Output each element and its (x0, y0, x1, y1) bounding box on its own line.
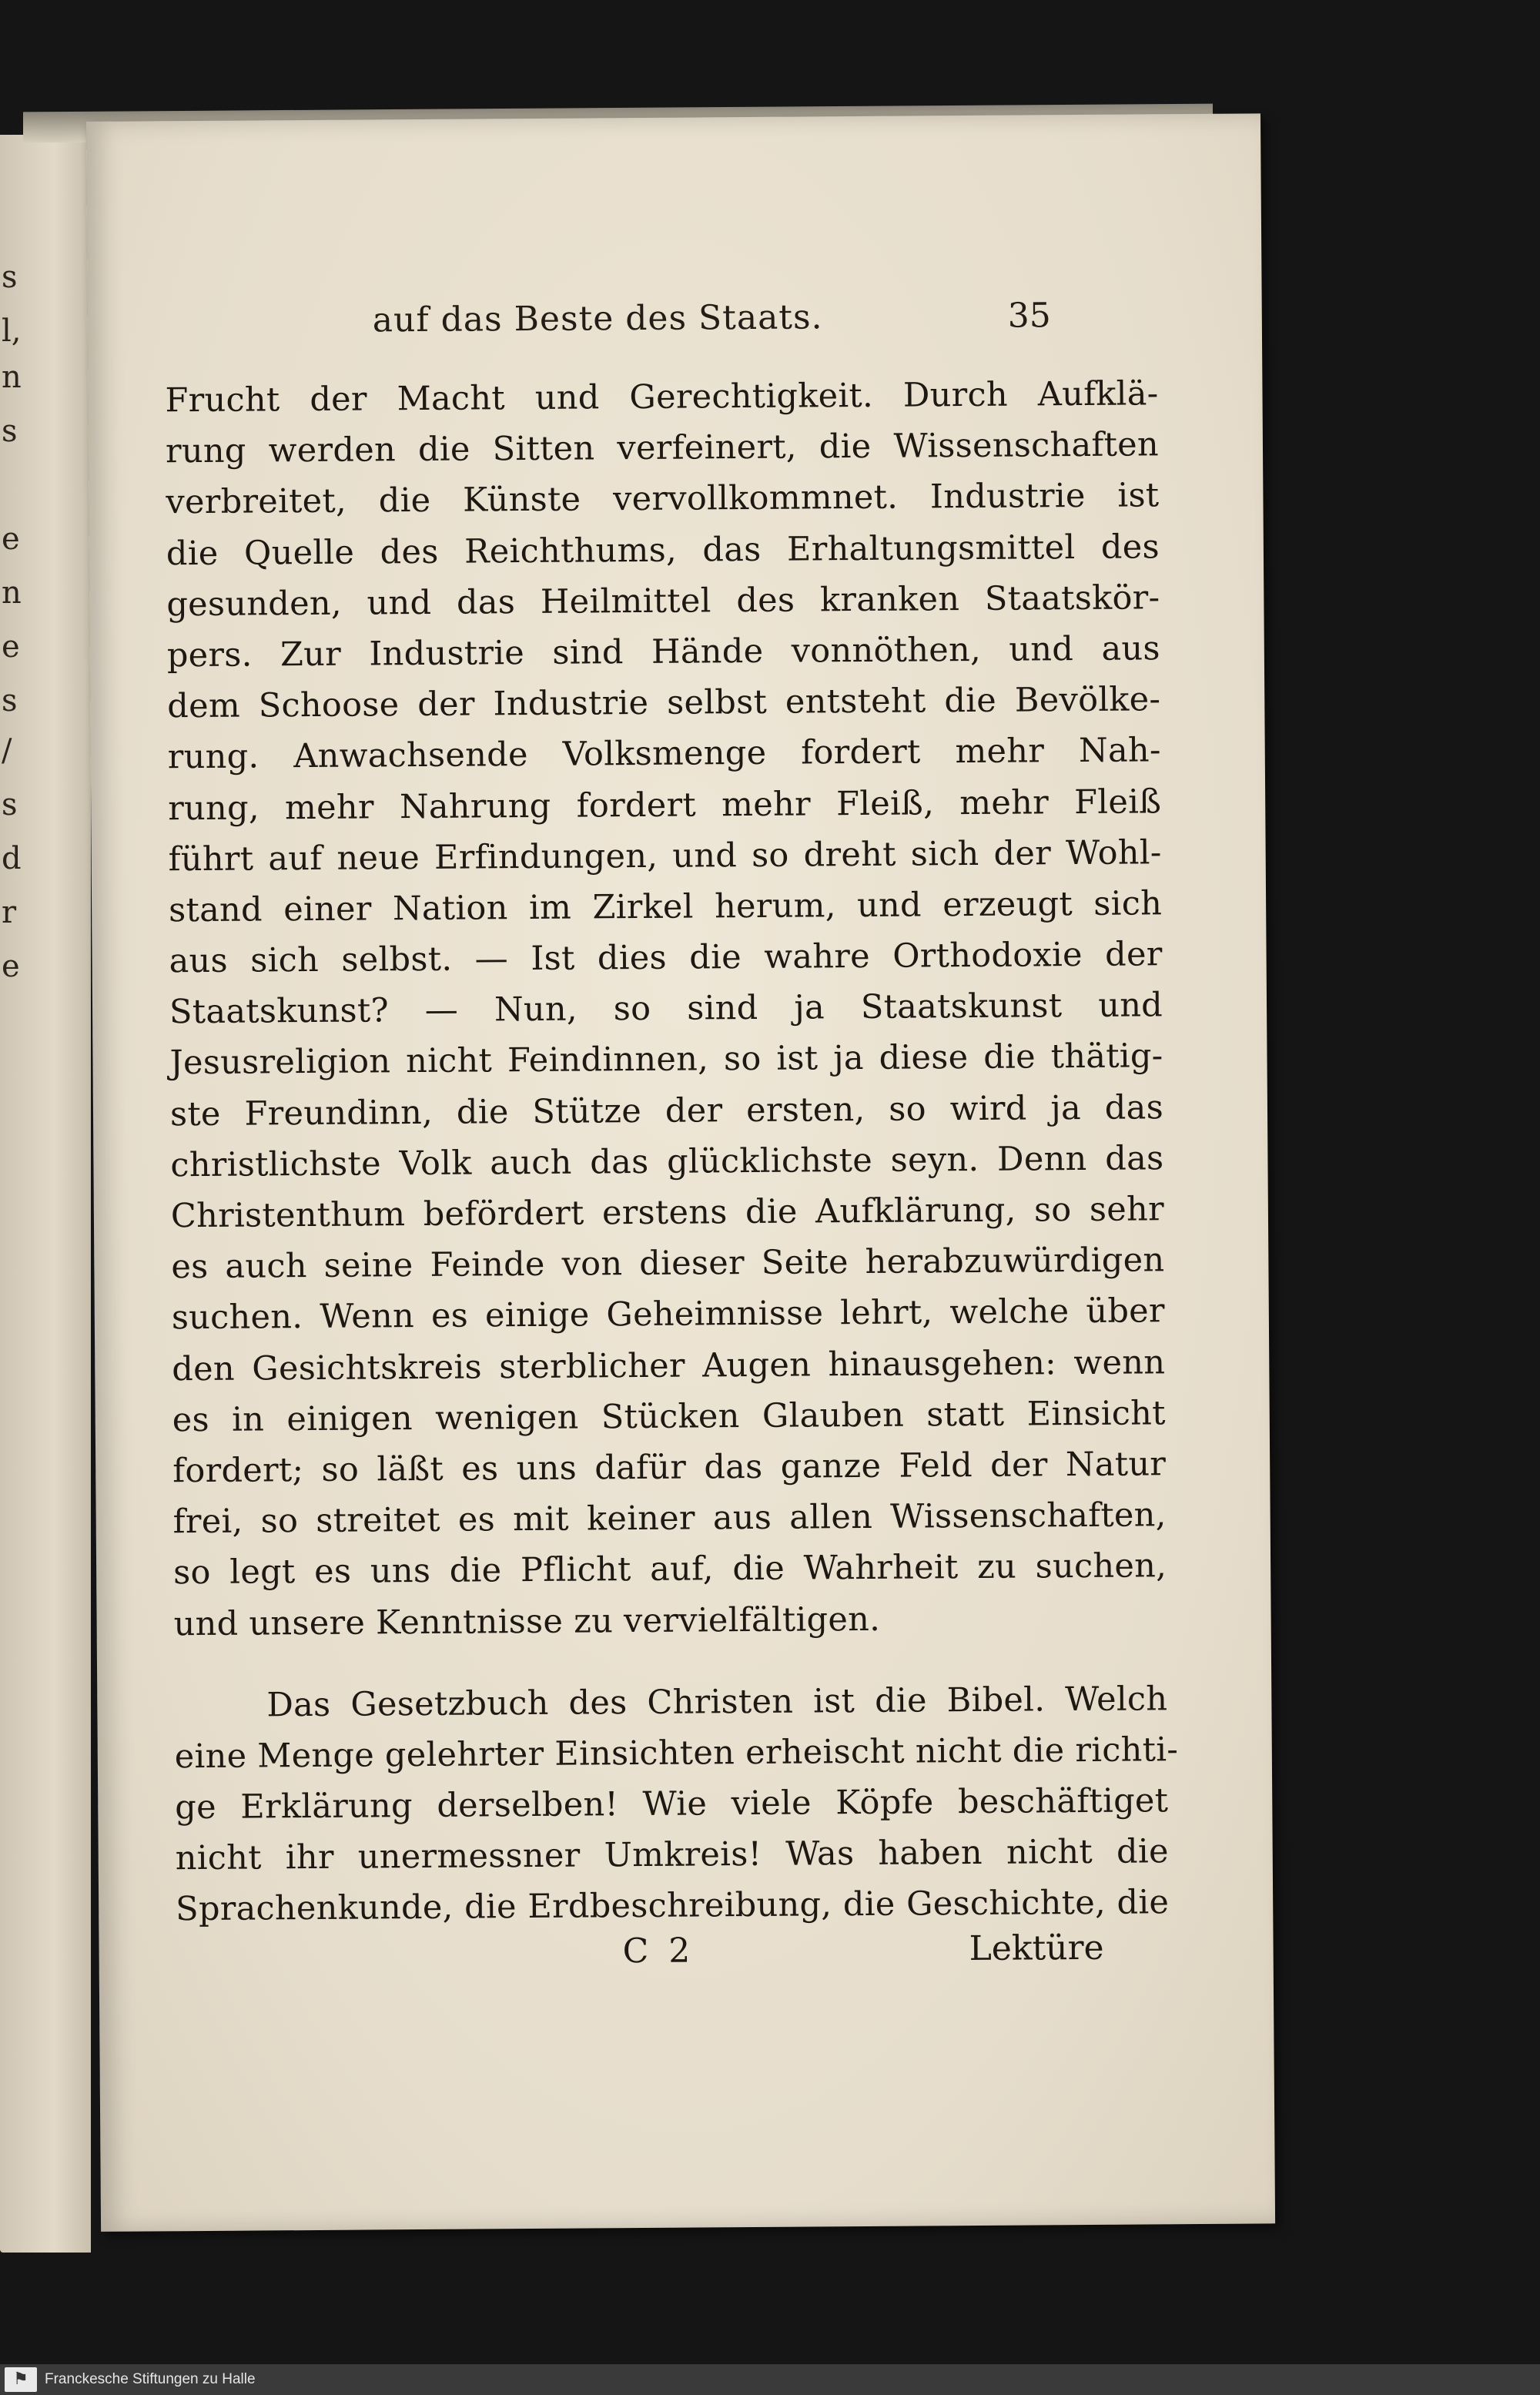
left-page-fragment: d (2, 841, 22, 876)
text-line: stand einer Nation im Zirkel herum, und erzeugt sich (168, 884, 1163, 930)
text-line: Staatskunst? — Nun, so sind ja Staatskunst und (169, 986, 1163, 1032)
left-page-fragment: s (2, 683, 18, 718)
left-page-fragment: n (2, 575, 22, 611)
left-page-fragment: e (2, 949, 20, 984)
text-line: fordert; so läßt es uns dafür das ganze Feld der Natur (172, 1445, 1167, 1491)
running-head: auf das Beste des Staats. (372, 297, 823, 340)
text-line: Jesusreligion nicht Feindinnen, so ist ja diese die thätig- (169, 1037, 1163, 1083)
left-page-fragment: s (2, 260, 18, 295)
text-line: es auch seine Feinde von dieser Seite herabzuwürdigen (171, 1241, 1165, 1287)
left-page-edge (0, 135, 91, 2253)
left-page-fragment: s (2, 414, 18, 449)
text-line: christlichste Volk auch das glücklichste seyn. Denn das (170, 1139, 1164, 1185)
text-line: pers. Zur Industrie sind Hände vonnöthen, und aus (166, 629, 1160, 675)
left-page-fragment: s (2, 787, 18, 822)
text-line: eine Menge gelehrter Einsichten erheischt nicht die richti- (174, 1730, 1179, 1777)
catchword: Lektüre (969, 1928, 1104, 1969)
text-line: gesunden, und das Heilmittel des kranken Staatskör- (166, 578, 1160, 625)
text-line: Das Gesetzbuch des Christen ist die Bibel. Welch (266, 1679, 1168, 1725)
left-page-fragment: r (2, 895, 17, 930)
text-line: dem Schoose der Industrie selbst entsteht die Bevölke- (167, 680, 1161, 726)
text-line: suchen. Wenn es einige Geheimnisse lehrt, welche über (171, 1291, 1165, 1338)
text-line: aus sich selbst. — Ist dies die wahre Orthodoxie der (169, 935, 1163, 981)
text-line: nicht ihr unermessner Umkreis! Was haben nicht die (175, 1832, 1169, 1878)
text-line: verbreitet, die Künste vervollkommnet. Industrie ist (166, 476, 1160, 522)
signature-mark: C 2 (622, 1931, 695, 1971)
text-line: rung. Anwachsende Volksmenge fordert mehr Nah- (167, 731, 1161, 777)
text-line: es in einigen wenigen Stücken Glauben statt Einsicht (172, 1394, 1166, 1440)
text-line: so legt es uns die Pflicht auf, die Wahrheit zu suchen, (172, 1546, 1167, 1593)
text-line: ge Erklärung derselben! Wie viele Köpfe beschäftiget (175, 1781, 1169, 1827)
text-line: führt auf neue Erfindungen, und so dreht sich der Wohl- (168, 832, 1162, 879)
left-page-fragment: n (2, 360, 22, 395)
text-line: den Gesichtskreis sterblicher Augen hinausgehen: wenn (172, 1342, 1166, 1388)
footer-institution: Franckesche Stiftungen zu Halle (45, 2371, 256, 2387)
text-line: ste Freundinn, die Stütze der ersten, so wird ja das (169, 1087, 1164, 1134)
text-line: frei, so streitet es mit keiner aus allen Wissenschaften, (172, 1496, 1167, 1542)
left-page-fragment: e (2, 629, 20, 665)
book-page (86, 113, 1275, 2232)
text-line: Christenthum befördert erstens die Aufklärung, so sehr (170, 1190, 1165, 1236)
footer-bar (0, 2364, 1540, 2395)
page-number: 35 (1007, 296, 1051, 336)
text-line: die Quelle des Reichthums, das Erhaltungsmittel des (166, 527, 1160, 573)
text-line: rung werden die Sitten verfeinert, die Wissenschaften (165, 425, 1160, 471)
text-line: rung, mehr Nahrung fordert mehr Fleiß, mehr Fleiß (168, 782, 1162, 828)
institution-logo-icon: ⚑ (5, 2367, 37, 2392)
text-line: Frucht der Macht und Gerechtigkeit. Durch Aufklä- (165, 374, 1159, 420)
left-page-fragment: e (2, 521, 20, 557)
left-page-fragment: l, (2, 313, 22, 349)
left-page-fragment: / (2, 733, 12, 769)
body-text (165, 368, 1179, 1935)
text-line: Sprachenkunde, die Erdbeschreibung, die Geschichte, die (176, 1883, 1170, 1929)
text-line: und unsere Kenntnisse zu vervielfältigen. (173, 1599, 881, 1643)
